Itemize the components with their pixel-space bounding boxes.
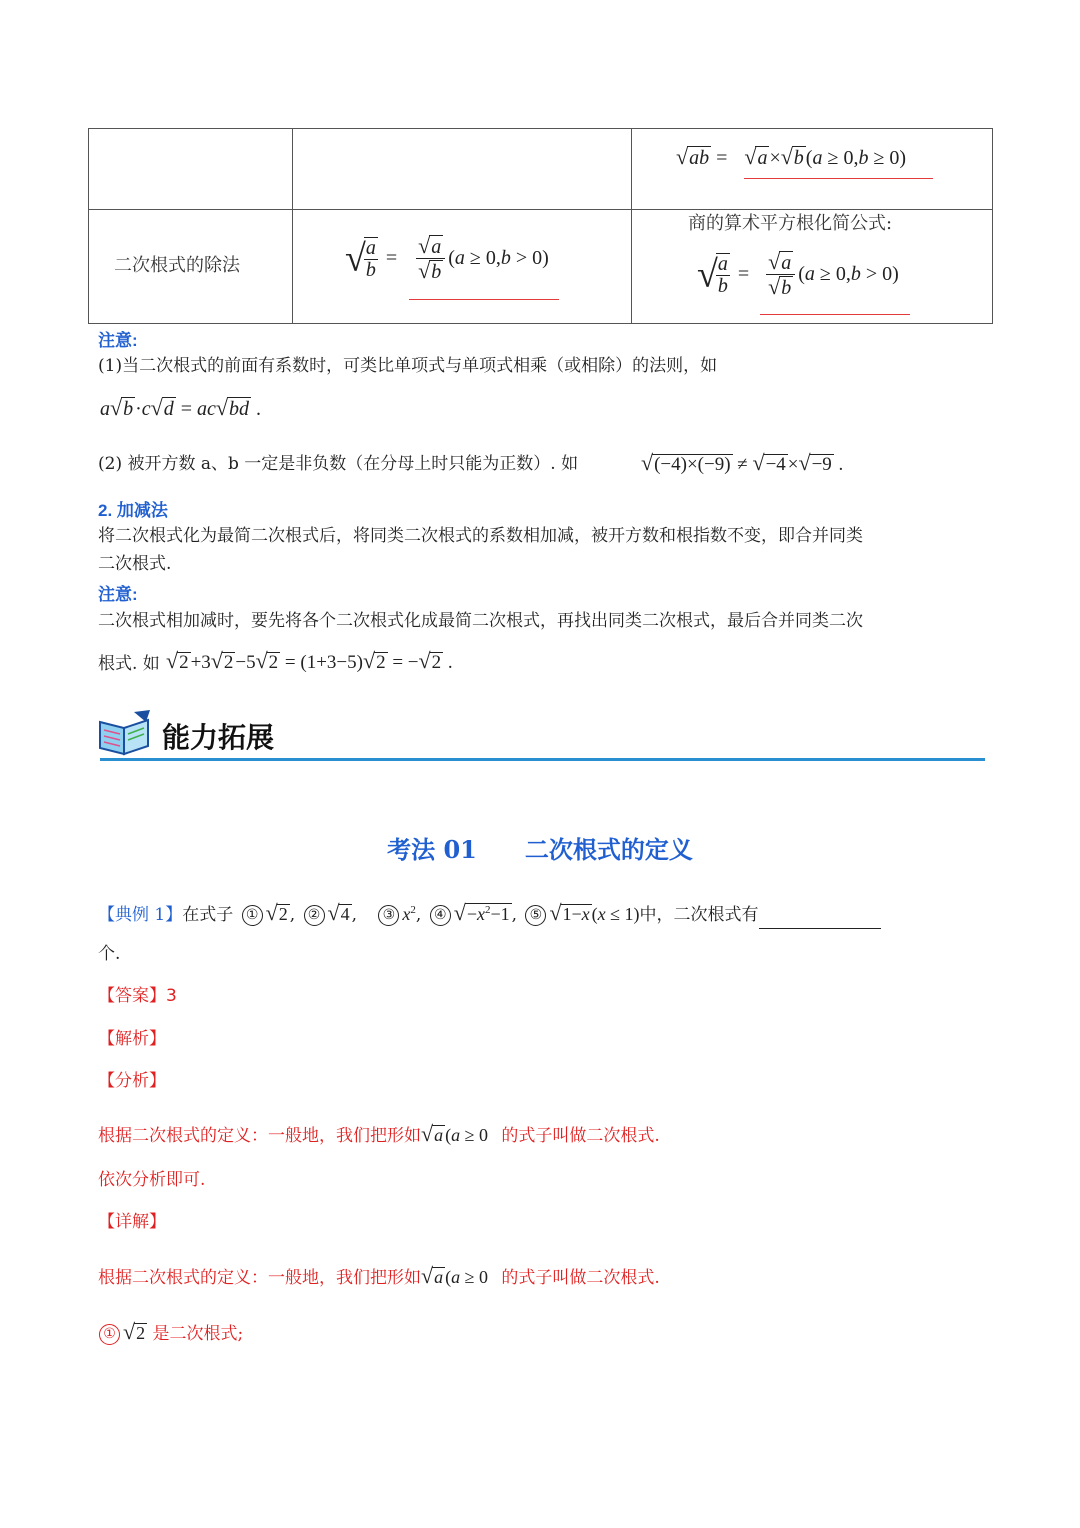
quotient-rule-formula: √ $\frac{a}{b}$ = $\frac{√a}{√b}$ (a ≥ 0,b > 0) [697,249,899,299]
analysis-tag: 【解析】 [98,1029,166,1049]
addsub-note-line-1: 二次根式相加减时，要先将各个二次根式化成最简二次根式，再找出同类二次根式，最后合并同类二次 [98,611,863,631]
detail-step-1: ① √2 是二次根式; [96,1318,243,1348]
note-item-2: (2) 被开方数 a、b 一定是非负数（在分母上时只能为正数）. 如 [98,454,579,474]
answer-line [98,982,177,1010]
quotient-rule-title: 商的算术平方根化简公式: [688,213,893,234]
answer-tag: 【答案】 [98,986,166,1006]
product-formula: √ab = √a ×√b (a ≥ 0,b ≥ 0) [676,144,907,169]
item-number: ③ [378,905,399,926]
detail-definition-formula: √a (a ≥ 0 [421,1263,488,1288]
step-number: ① [99,1324,120,1345]
item-number: ④ [430,905,451,926]
example-prefix: 在式子 [182,905,234,925]
addsub-heading: 2. 加减法 [98,501,168,520]
division-formula: √ $\frac{a}{b}$ = $\frac{√a}{√b}$ (a ≥ 0,b > 0) [345,233,549,283]
table-cell-empty [89,129,293,210]
definition-formula: √a (a ≥ 0 [421,1121,488,1146]
note-label: 注意: [98,331,138,350]
addsub-note-label: 注意: [98,585,138,604]
division-formula-underline [409,299,559,300]
addsub-note-formula: √2 +3√2 −5√2 = (1+3−5)√2 = −√2 . [166,648,453,673]
expr-5: √1−x (x ≤ 1) [549,900,640,925]
expr-2: √4 [327,900,350,925]
note-item-2-formula: √(−4)×(−9) ≠ √−4 ×√−9 . [641,450,844,475]
quotient-rule-underline [760,314,910,315]
division-name: 二次根式的除法 [114,255,240,276]
definition-line: 根据二次根式的定义：一般地，我们把形如√a (a ≥ 0 的式子叫做二次根式. [98,1121,660,1146]
item-number: ② [304,905,325,926]
answer-blank[interactable] [759,910,881,929]
detail-definition-line: 根据二次根式的定义：一般地，我们把形如√a (a ≥ 0 的式子叫做二次根式. [98,1263,660,1288]
example-question: 【典例 1】在式子 ① √2 , ② √4 , ③ $x^2$, ④ $√-x^2-1$ , ⑤ √1−x (x ≤ 1)中，二次根式有 [98,896,881,929]
section-title: 能力拓展 [162,721,275,754]
item-number: ① [242,905,263,926]
item-number: ⑤ [525,905,546,926]
step-1-formula: √2 [123,1319,146,1344]
note-item-1-formula: a√b ·c√d = ac√bd . [100,395,261,420]
detail-tag: 【详解】 [98,1212,166,1232]
product-formula-underline [744,178,933,179]
analyze-line: 依次分析即可. [98,1170,206,1190]
method-title: 考法 01 二次根式的定义 [387,835,693,864]
addsub-line-2: 二次根式. [98,554,172,574]
example-unit: 个. [98,944,121,964]
expr-1: √2 [265,900,288,925]
expr-4: $√-x^2-1$ [453,900,510,925]
expr-3: $x^2$ [402,904,416,924]
example-suffix: 中，二次根式有 [639,905,759,925]
addsub-note-line-2: 根式. 如 [98,654,160,674]
addsub-line-1: 将二次根式化为最简二次根式后，将同类二次根式的系数相加减，被开方数和根指数不变，即合并同类 [98,526,863,546]
fenxi-tag: 【分析】 [98,1071,166,1091]
answer-value: 3 [166,986,177,1006]
table-cell-empty [293,129,632,210]
example-tag: 【典例 1】 [98,905,183,925]
book-icon [96,708,154,758]
section-divider [100,758,985,761]
note-item-1: (1)当二次根式的前面有系数时，可类比单项式与单项式相乘（或相除）的法则，如 [98,356,718,376]
